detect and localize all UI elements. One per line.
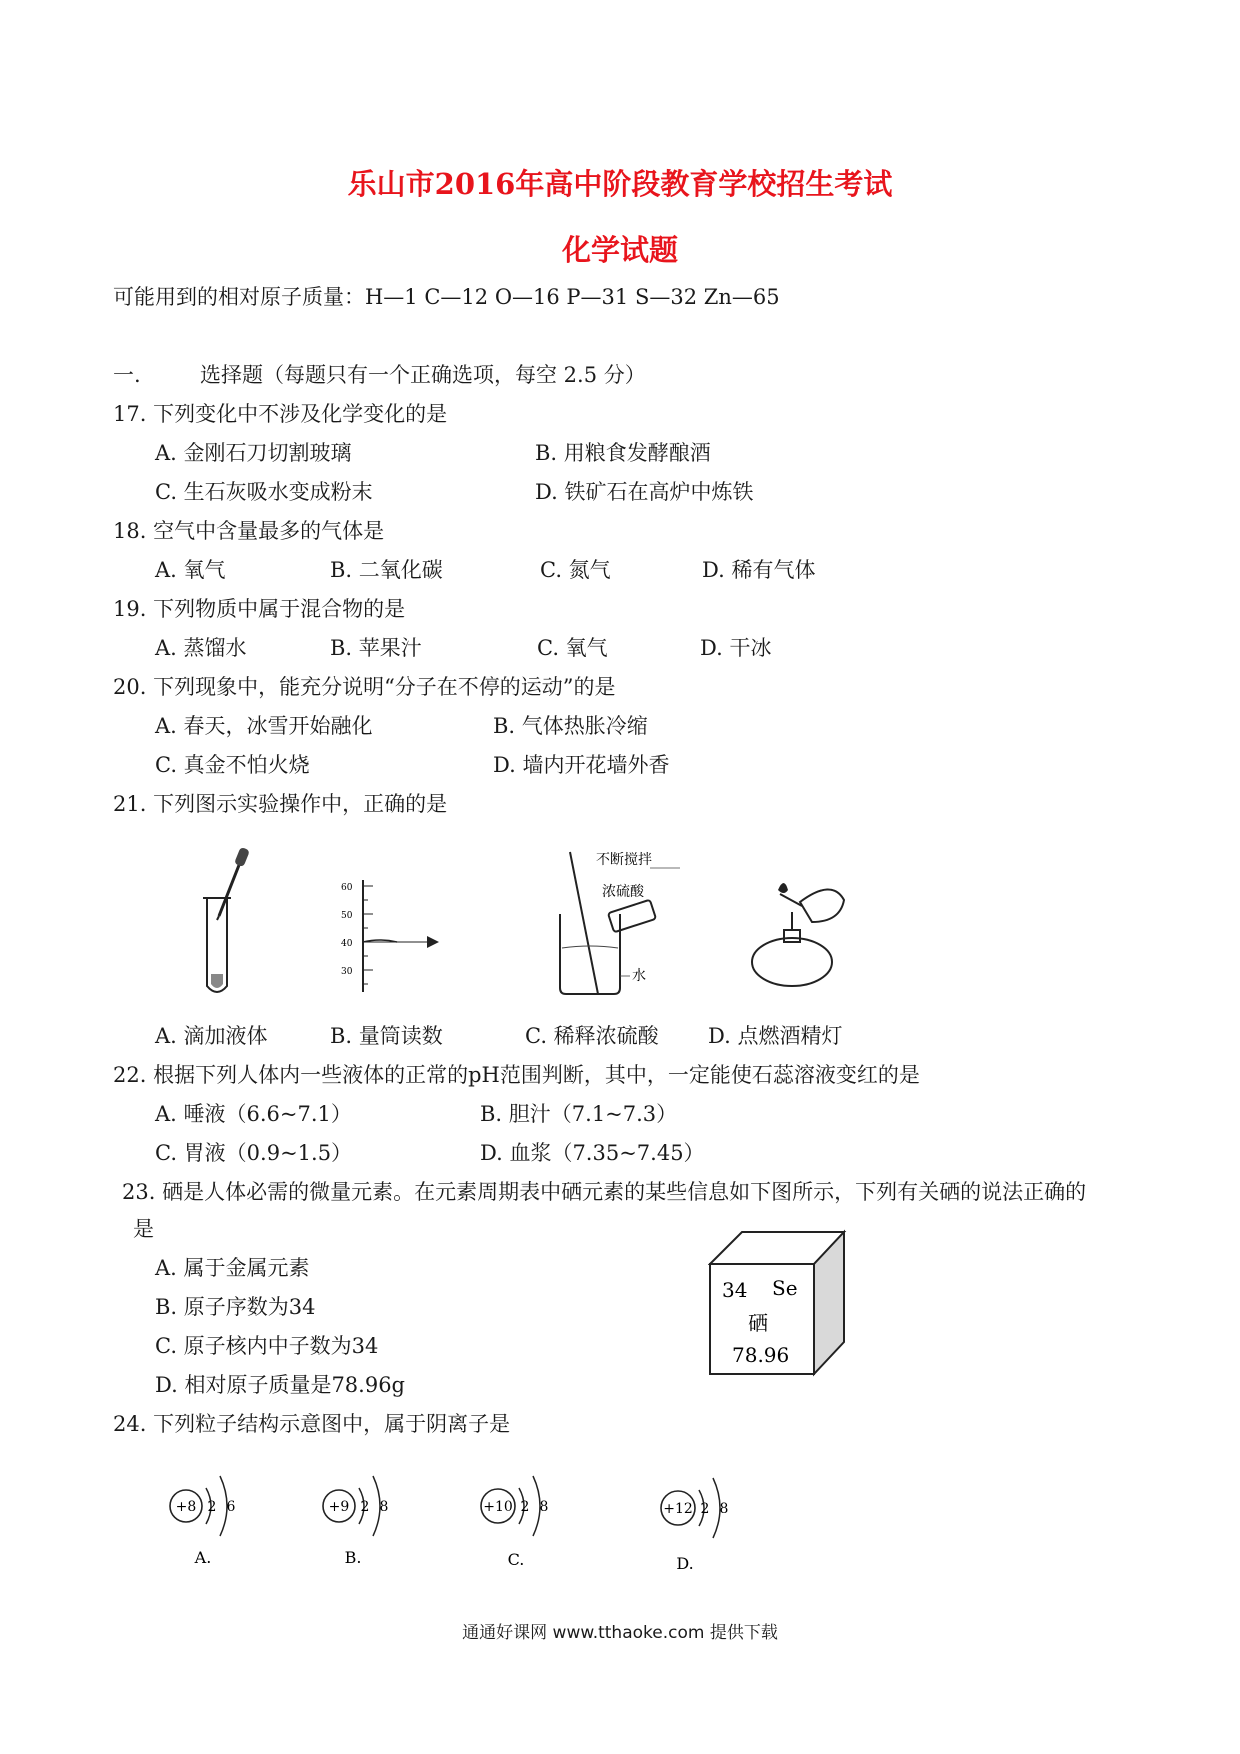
ion-shell-count: 2 (700, 1501, 710, 1517)
question-20-option-c: C. 真金不怕火烧 (155, 753, 310, 777)
ion-shell-count: 2 (520, 1499, 530, 1515)
question-18-stem: 18. 空气中含量最多的气体是 (113, 519, 385, 543)
question-22-stem: 22. 根据下列人体内一些液体的正常的pH范围判断，其中，一定能使石蕊溶液变红的是 (113, 1063, 920, 1087)
question-20-stem: 20. 下列现象中，能充分说明“分子在不停的运动”的是 (113, 675, 616, 699)
ion-diagram-label: D. (676, 1554, 694, 1572)
question-23-option-d: D. 相对原子质量是78.96g (155, 1373, 405, 1397)
stirring-label: 不断搅拌 (596, 852, 652, 868)
ion-diagram-label: B. (344, 1548, 362, 1567)
question-18-option-c: C. 氮气 (540, 558, 611, 582)
dropper-test-tube-figure (195, 846, 265, 1001)
question-19-stem: 19. 下列物质中属于混合物的是 (113, 597, 406, 621)
question-18-option-d: D. 稀有气体 (702, 558, 816, 582)
question-22-option-d: D. 血浆（7.35~7.45） (480, 1141, 705, 1165)
atomic-mass-line: 可能用到的相对原子质量：H—1 C—12 O—16 P—31 S—32 Zn—65 (113, 285, 780, 309)
question-23-option-c: C. 原子核内中子数为34 (155, 1334, 379, 1358)
question-21-option-c: C. 稀释浓硫酸 (525, 1024, 659, 1048)
question-24-stem: 24. 下列粒子结构示意图中，属于阴离子是 (113, 1412, 511, 1436)
question-22-option-c: C. 胃液（0.9~1.5） (155, 1141, 353, 1165)
section-label: 选择题（每题只有一个正确选项，每空 2.5 分） (200, 363, 646, 387)
ion-shell-count: 8 (539, 1499, 549, 1515)
flame-icon (778, 883, 788, 893)
question-21-option-a: A. 滴加液体 (155, 1024, 268, 1048)
section-number: 一. (113, 363, 141, 387)
measuring-cylinder-figure (335, 876, 455, 994)
element-mass: 78.96 (732, 1343, 790, 1367)
page-subtitle: 化学试题 (561, 233, 678, 267)
question-17-option-c: C. 生石灰吸水变成粉末 (155, 480, 373, 504)
ion-diagram-label: C. (507, 1550, 525, 1569)
question-22-option-b: B. 胆汁（7.1~7.3） (480, 1102, 678, 1126)
question-17-stem: 17. 下列变化中不涉及化学变化的是 (113, 402, 448, 426)
cylinder-tick-label: 40 (341, 939, 353, 949)
selenium-element-cube (708, 1228, 848, 1378)
dilution-figure (550, 848, 695, 1000)
page-title: 乐山市2016年高中阶段教育学校招生考试 (347, 167, 893, 201)
element-symbol: Se (772, 1276, 798, 1300)
question-21-stem: 21. 下列图示实验操作中，正确的是 (113, 792, 448, 816)
question-20-option-a: A. 春天，冰雪开始融化 (155, 714, 373, 738)
ion-diagram-c (470, 1460, 565, 1570)
question-21-option-d: D. 点燃酒精灯 (708, 1024, 843, 1048)
question-23-stem: 23. 硒是人体必需的微量元素。在元素周期表中硒元素的某些信息如下图所示，下列有关硒的说法正确的 (122, 1180, 1087, 1204)
ion-diagram-label: A. (194, 1548, 212, 1567)
ion-shell-count: 2 (207, 1499, 217, 1515)
ion-shell-count: 8 (719, 1501, 729, 1517)
question-23-stem-continued: 是 (133, 1217, 154, 1241)
water-label: 水 (632, 968, 646, 984)
question-20-option-d: D. 墙内开花墙外香 (493, 753, 670, 777)
alcohol-lamp-figure (740, 872, 850, 992)
question-22-option-a: A. 唾液（6.6~7.1） (155, 1102, 352, 1126)
ion-nucleus-charge: +10 (483, 1499, 513, 1515)
ion-nucleus-charge: +8 (175, 1499, 197, 1515)
element-name: 硒 (748, 1311, 768, 1335)
question-17-option-d: D. 铁矿石在高炉中炼铁 (535, 480, 754, 504)
question-17-option-b: B. 用粮食发酵酿酒 (535, 441, 711, 465)
footer-source: 通通好课网 www.tthaoke.com 提供下载 (462, 1623, 778, 1643)
ion-shell-count: 6 (226, 1499, 236, 1515)
question-19-option-d: D. 干冰 (700, 636, 772, 660)
ion-diagram-d (650, 1462, 745, 1572)
ion-shell-count: 2 (360, 1499, 370, 1515)
ion-nucleus-charge: +9 (328, 1499, 350, 1515)
ion-nucleus-charge: +12 (663, 1501, 693, 1517)
cylinder-tick-label: 30 (341, 967, 353, 977)
question-19-option-a: A. 蒸馏水 (155, 636, 247, 660)
question-18-option-a: A. 氧气 (155, 558, 226, 582)
ion-shell-count: 8 (379, 1499, 389, 1515)
cylinder-tick-label: 50 (341, 911, 353, 921)
question-18-option-b: B. 二氧化碳 (330, 558, 443, 582)
cylinder-tick-label: 60 (341, 883, 353, 893)
question-19-option-c: C. 氧气 (537, 636, 608, 660)
question-23-option-a: A. 属于金属元素 (155, 1256, 310, 1280)
question-17-option-a: A. 金刚石刀切割玻璃 (155, 441, 352, 465)
ion-diagram-b (313, 1460, 403, 1570)
element-atomic-number: 34 (722, 1278, 748, 1302)
question-23-option-b: B. 原子序数为34 (155, 1295, 316, 1319)
question-21-option-b: B. 量筒读数 (330, 1024, 443, 1048)
eye-icon (427, 936, 439, 948)
ion-diagram-a (160, 1460, 250, 1570)
acid-label: 浓硫酸 (602, 884, 644, 900)
question-19-option-b: B. 苹果汁 (330, 636, 422, 660)
question-20-option-b: B. 气体热胀冷缩 (493, 714, 648, 738)
